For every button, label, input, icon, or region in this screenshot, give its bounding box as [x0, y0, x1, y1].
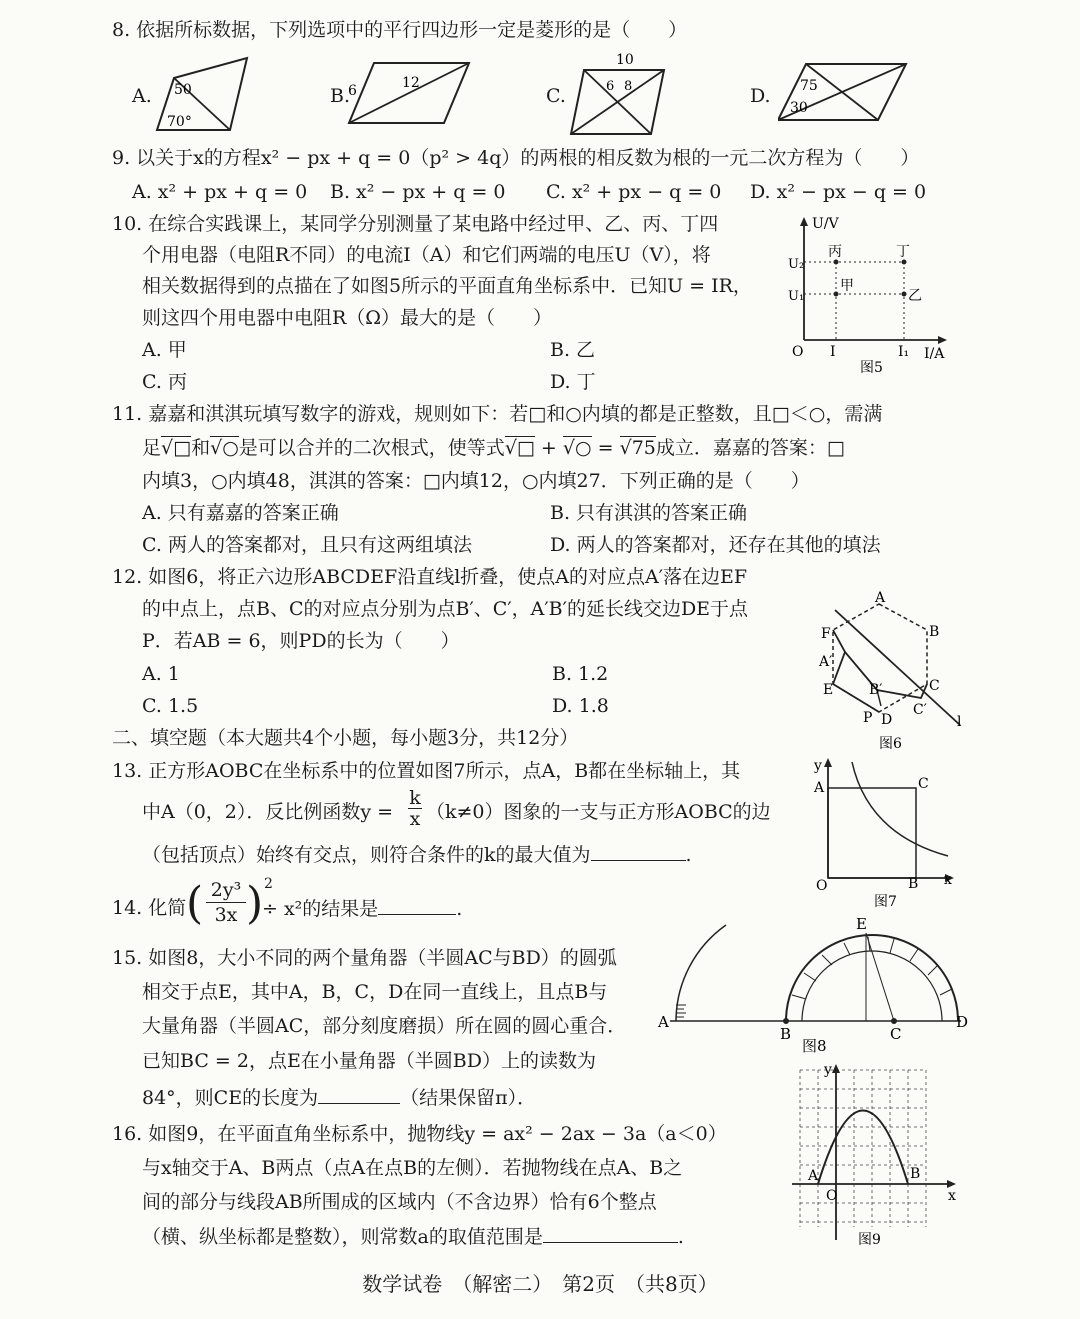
- figure-7: [808, 754, 958, 914]
- svg-text:D: D: [881, 712, 893, 728]
- svg-text:C: C: [918, 776, 929, 792]
- svg-text:C: C: [890, 1025, 902, 1043]
- svg-text:U/V: U/V: [812, 216, 839, 232]
- q15-line5: 84°，则CE的长度为 （结果保留π）．: [142, 1087, 537, 1109]
- figure-5: [782, 212, 952, 387]
- figure-9: [788, 1062, 968, 1254]
- q12-option-d: D. 1.8: [552, 695, 609, 717]
- q11-line1: 11. 嘉嘉和淇淇玩填写数字的游戏，规则如下：若□和○内填的都是正整数，且□＜○，需满: [112, 403, 883, 425]
- figure-8: [656, 915, 976, 1060]
- figure-6: [815, 590, 975, 755]
- q12-line3: P．若AB = 6，则PD的长为（ ）: [142, 630, 460, 652]
- q14-prefix: 14. 化简: [112, 897, 187, 919]
- q9-option-d: D. x² − px − q = 0: [750, 181, 927, 203]
- q8-c-top: 10: [616, 52, 634, 68]
- q15-line4: 已知BC = 2，点E在小量角器（半圆BD）上的读数为: [142, 1050, 597, 1072]
- svg-text:图7: 图7: [874, 894, 897, 910]
- q8-b-num2: 12: [402, 75, 420, 91]
- q16-line4: （横、纵坐标都是整数），则常数a的取值范围是 .: [142, 1226, 684, 1248]
- q12-option-a: A. 1: [142, 663, 180, 685]
- q8-stem: 8. 依据所标数据，下列选项中的平行四边形一定是菱形的是（ ）: [112, 19, 688, 41]
- q12-option-c: C. 1.5: [142, 695, 199, 717]
- q11-line3: 内填3，○内填48，淇淇的答案：□内填12，○内填27．下列正确的是（ ）: [142, 470, 810, 492]
- q11-option-a: A. 只有嘉嘉的答案正确: [142, 502, 339, 524]
- q16-line1: 16. 如图9，在平面直角坐标系中，抛物线y = ax² − 2ax − 3a（a＜0）: [112, 1123, 727, 1145]
- svg-text:C: C: [929, 678, 940, 694]
- q10-option-a: A. 甲: [142, 339, 187, 361]
- q16-line2: 与x轴交于A、B两点（点A在点B的左侧）．若抛物线在点A、B之: [142, 1157, 683, 1179]
- q10-line3: 相关数据得到的点描在了如图5所示的平面直角坐标系中．已知U = IR，: [142, 275, 752, 297]
- svg-text:图6: 图6: [879, 736, 902, 752]
- q14-fraction: 2y³ 3x: [206, 878, 246, 927]
- svg-text:D: D: [956, 1013, 969, 1031]
- q15-line3: 大量角器（半圆AC，部分刻度磨损）所在圆的圆心重合．: [142, 1015, 627, 1037]
- svg-text:丁: 丁: [896, 244, 910, 260]
- svg-text:y: y: [824, 1062, 832, 1078]
- svg-text:A: A: [875, 590, 886, 606]
- svg-text:I₁: I₁: [898, 344, 910, 360]
- q13-answer-blank[interactable]: [591, 842, 686, 861]
- svg-text:A′: A′: [819, 654, 833, 670]
- svg-text:B: B: [910, 1166, 921, 1182]
- q8-figure-c: [566, 50, 671, 140]
- q11-line2: 足√□和√○是可以合并的二次根式，使等式√□ + √○ = √75成立．嘉嘉的答案：□: [142, 437, 845, 459]
- q11-option-d: D. 两人的答案都对，还存在其他的填法: [550, 534, 881, 556]
- q12-line2: 的中点上，点B、C的对应点分别为点B′、C′，A′B′的延长线交边DE于点: [142, 598, 749, 620]
- q9-stem: 9. 以关于x的方程x² − px + q = 0（p² > 4q）的两根的相反数为根的一元二次方程为（ ）: [112, 147, 920, 169]
- q8-figure-a: [152, 50, 262, 135]
- svg-text:E: E: [856, 915, 867, 933]
- q10-line4: 则这四个用电器中电阻R（Ω）最大的是（ ）: [142, 307, 553, 329]
- q9-option-c: C. x² + px − q = 0: [546, 181, 722, 203]
- q9-option-b: B. x² − px + q = 0: [330, 181, 506, 203]
- svg-text:图5: 图5: [860, 360, 883, 376]
- svg-text:C′: C′: [913, 702, 927, 718]
- q8-b-num1: 6: [348, 83, 357, 99]
- svg-text:乙: 乙: [908, 288, 922, 304]
- q13-line2a: 中A（0，2）．反比例函数y =: [142, 801, 394, 823]
- q15-answer-blank[interactable]: [318, 1085, 400, 1104]
- svg-text:U₂: U₂: [788, 257, 805, 272]
- svg-text:I/A: I/A: [924, 346, 945, 362]
- svg-text:I: I: [830, 344, 836, 360]
- svg-text:B: B: [780, 1025, 792, 1043]
- q8-option-a-label: A.: [132, 85, 152, 107]
- q14-exponent: 2: [264, 876, 273, 892]
- q13-fraction: k x: [409, 787, 421, 830]
- q8-a-angle1: 50: [174, 82, 192, 98]
- q11-option-b: B. 只有淇淇的答案正确: [550, 502, 748, 524]
- svg-text:F: F: [821, 626, 831, 642]
- svg-text:图8: 图8: [802, 1037, 827, 1055]
- q8-option-b-label: B.: [330, 85, 351, 107]
- q14-answer-blank[interactable]: [378, 896, 456, 915]
- svg-text:x: x: [944, 872, 952, 888]
- q16-line3: 间的部分与线段AB所围成的区域内（不含边界）恰有6个整点: [142, 1191, 657, 1213]
- svg-text:O: O: [792, 344, 804, 360]
- q14-left-paren: (: [186, 878, 204, 929]
- q8-d-num2: 30: [790, 100, 808, 116]
- q11-option-c: C. 两人的答案都对，且只有这两组填法: [142, 534, 472, 556]
- q10-line2: 个用电器（电阻R不同）的电流I（A）和它们两端的电压U（V），将: [142, 244, 711, 266]
- page-footer: 数学试卷 （解密二） 第2页 （共8页）: [362, 1272, 718, 1296]
- q8-d-num1: 75: [800, 78, 818, 94]
- q14-suffix: ÷ x²的结果是 .: [262, 898, 463, 920]
- q8-figure-d: [778, 58, 913, 128]
- section-2-heading: 二、填空题（本大题共4个小题，每小题3分，共12分）: [112, 727, 579, 749]
- q10-line1: 10. 在综合实践课上，某同学分别测量了某电路中经过甲、乙、丙、丁四: [112, 213, 719, 235]
- q10-option-b: B. 乙: [550, 339, 596, 361]
- svg-text:丙: 丙: [828, 244, 842, 260]
- q8-option-c-label: C.: [546, 85, 566, 107]
- q14-right-paren: ): [246, 878, 264, 929]
- q8-figure-b: [344, 55, 474, 130]
- svg-text:B′: B′: [869, 682, 883, 698]
- q12-line1: 12. 如图6，将正六边形ABCDEF沿直线l折叠，使点A的对应点A′落在边EF: [112, 566, 748, 588]
- q10-option-c: C. 丙: [142, 371, 187, 393]
- q15-line1: 15. 如图8，大小不同的两个量角器（半圆AC与BD）的圆弧: [112, 947, 617, 969]
- q12-option-b: B. 1.2: [552, 663, 609, 685]
- q8-c-num1: 6: [606, 79, 615, 94]
- q13-line2b: （k≠0）图象的一支与正方形AOBC的边: [426, 801, 771, 823]
- q8-option-d-label: D.: [750, 85, 771, 107]
- q8-c-num2: 8: [624, 79, 633, 94]
- svg-text:y: y: [814, 758, 822, 774]
- q13-line1: 13. 正方形AOBC在坐标系中的位置如图7所示，点A，B都在坐标轴上，其: [112, 760, 741, 782]
- svg-text:A: A: [658, 1013, 669, 1031]
- svg-text:A: A: [808, 1168, 819, 1184]
- q15-line2: 相交于点E，其中A，B，C，D在同一直线上，且点B与: [142, 981, 608, 1003]
- svg-text:B: B: [929, 624, 940, 640]
- q16-answer-blank[interactable]: [543, 1224, 678, 1243]
- svg-text:E: E: [823, 682, 834, 698]
- svg-text:图9: 图9: [858, 1232, 881, 1248]
- svg-text:O: O: [826, 1188, 838, 1204]
- q10-option-d: D. 丁: [550, 371, 596, 393]
- svg-text:l: l: [957, 714, 962, 730]
- svg-text:甲: 甲: [840, 278, 854, 294]
- q8-a-angle2: 70°: [167, 114, 192, 130]
- svg-text:A: A: [814, 780, 825, 796]
- q9-option-a: A. x² + px + q = 0: [132, 181, 308, 203]
- svg-text:P: P: [863, 710, 873, 726]
- svg-text:O: O: [816, 878, 828, 894]
- q13-line3: （包括顶点）始终有交点，则符合条件的k的最大值为 .: [142, 844, 692, 866]
- svg-text:B: B: [908, 876, 919, 892]
- svg-text:x: x: [948, 1188, 956, 1204]
- svg-text:U₁: U₁: [788, 289, 805, 304]
